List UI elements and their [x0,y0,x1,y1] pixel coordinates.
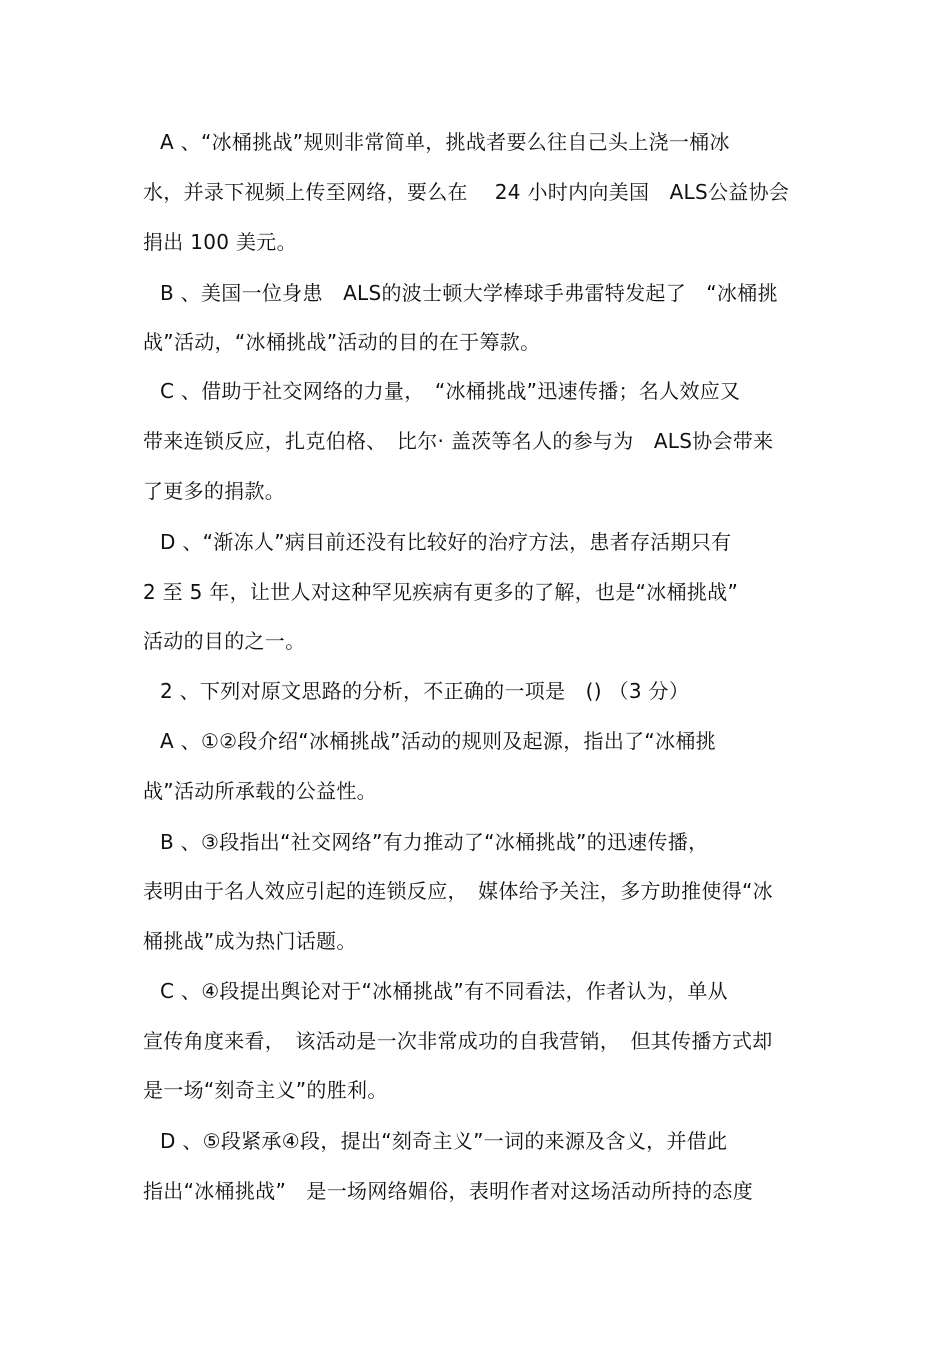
q2-option-d-line-2: 指出“冰桶挑战” 是一场网络媚俗，表明作者对这场活动所持的态度 [143,1179,754,1203]
question-2-stem: 2 、下列对原文思路的分析，不正确的一项是 () （3 分） [160,679,690,703]
option-c-line-3: 了更多的捐款。 [143,479,286,503]
option-b-line-2: 战”活动，“冰桶挑战”活动的目的在于筹款。 [143,330,541,354]
q2-option-b-line-3: 桶挑战”成为热门话题。 [143,929,357,953]
q2-option-b-line-1: B 、③段指出“社交网络”有力推动了“冰桶挑战”的迅速传播， [160,830,709,854]
q2-option-a-line-2: 战”活动所承载的公益性。 [143,779,377,803]
option-d-line-2: 2 至 5 年，让世人对这种罕见疾病有更多的了解，也是“冰桶挑战” [143,580,739,604]
q2-option-c-line-2: 宣传角度来看， 该活动是一次非常成功的自我营销， 但其传播方式却 [143,1029,773,1053]
option-a-line-2: 水，并录下视频上传至网络，要么在 24 小时内向美国 ALS公益协会 [143,180,790,204]
option-a-line-1: A 、“冰桶挑战”规则非常简单，挑战者要么往自己头上浇一桶冰 [160,130,730,154]
q2-option-a-line-1: A 、①②段介绍“冰桶挑战”活动的规则及起源，指出了“冰桶挑 [160,729,716,753]
q2-option-d-line-1: D 、⑤段紧承④段，提出“刻奇主义”一词的来源及含义，并借此 [160,1129,728,1153]
option-c-line-2: 带来连锁反应，扎克伯格、 比尔· 盖茨等名人的参与为 ALS协会带来 [143,429,774,453]
option-a-line-3: 捐出 100 美元。 [143,230,297,254]
q2-option-c-line-3: 是一场“刻奇主义”的胜利。 [143,1078,388,1102]
option-b-line-1: B 、美国一位身患 ALS的波士顿大学棒球手弗雷特发起了 “冰桶挑 [160,281,778,305]
q2-option-c-line-1: C 、④段提出舆论对于“冰桶挑战”有不同看法，作者认为，单从 [160,979,728,1003]
option-c-line-1: C 、借助于社交网络的力量， “冰桶挑战”迅速传播；名人效应又 [160,379,741,403]
q2-option-b-line-2: 表明由于名人效应引起的连锁反应， 媒体给予关注，多方助推使得“冰 [143,879,773,903]
option-d-line-3: 活动的目的之一。 [143,629,306,653]
option-d-line-1: D 、“渐冻人”病目前还没有比较好的治疗方法，患者存活期只有 [160,530,732,554]
